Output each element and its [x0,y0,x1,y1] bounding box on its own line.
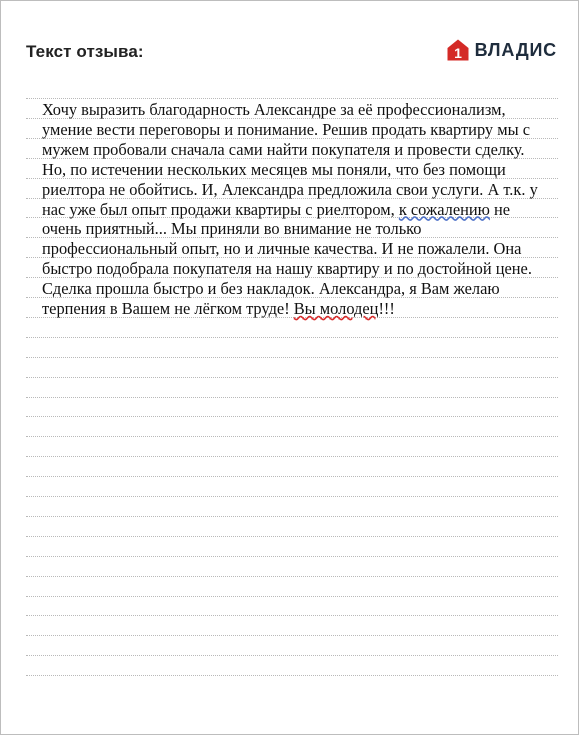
form-title: Текст отзыва: [26,42,144,61]
review-text-part: Хочу выразить благодарность Александре за её профессионализм, умение вести переговоры и понимание. Решив продать квартиру мы с мужем пробовали сначала сами найти покупателя и провести сделку. Но, по истечении нескольких месяцев мы поняли, что без помощи риелтора не обойтись. И, Александра предложила свои услуги. А т.к. у нас уже был опыт продажи квартиры с риелтором, [42,100,538,219]
ruled-line [26,337,558,338]
ruled-line [26,536,558,537]
ruled-line [26,576,558,577]
ruled-line [26,556,558,557]
ruled-line [26,397,558,398]
ruled-line [26,377,558,378]
spelling-marked-phrase: Вы молодец [293,299,379,319]
grammar-marked-phrase: к сожалению [398,199,490,219]
ruled-line [26,476,558,477]
brand-name: ВЛАДИС [474,39,557,60]
house-number-one-icon [447,39,469,61]
review-text-part: не очень приятный... Мы приняли во внимание не только профессиональный опыт, но и личные качества. И не пожалели. Она быстро подобрала покупателя на нашу квартиру и по достойной цене. Сделка прошла быстро и без накладок. Александра, я Вам желаю терпения в Вашем не лёгком труде! [42,199,532,319]
review-text-ending: !!! [378,299,395,319]
brand-mark-digit: 1 [453,45,462,61]
ruled-line [26,635,558,636]
ruled-line [26,357,558,358]
ruled-line [26,496,558,497]
ruled-line [26,456,558,457]
ruled-line [26,436,558,437]
ruled-line [26,615,558,616]
review-text[interactable] [42,98,550,319]
brand-logo [447,38,557,62]
ruled-line [26,416,558,417]
ruled-line [26,675,558,676]
ruled-line [26,516,558,517]
ruled-line [26,596,558,597]
ruled-line [26,655,558,656]
